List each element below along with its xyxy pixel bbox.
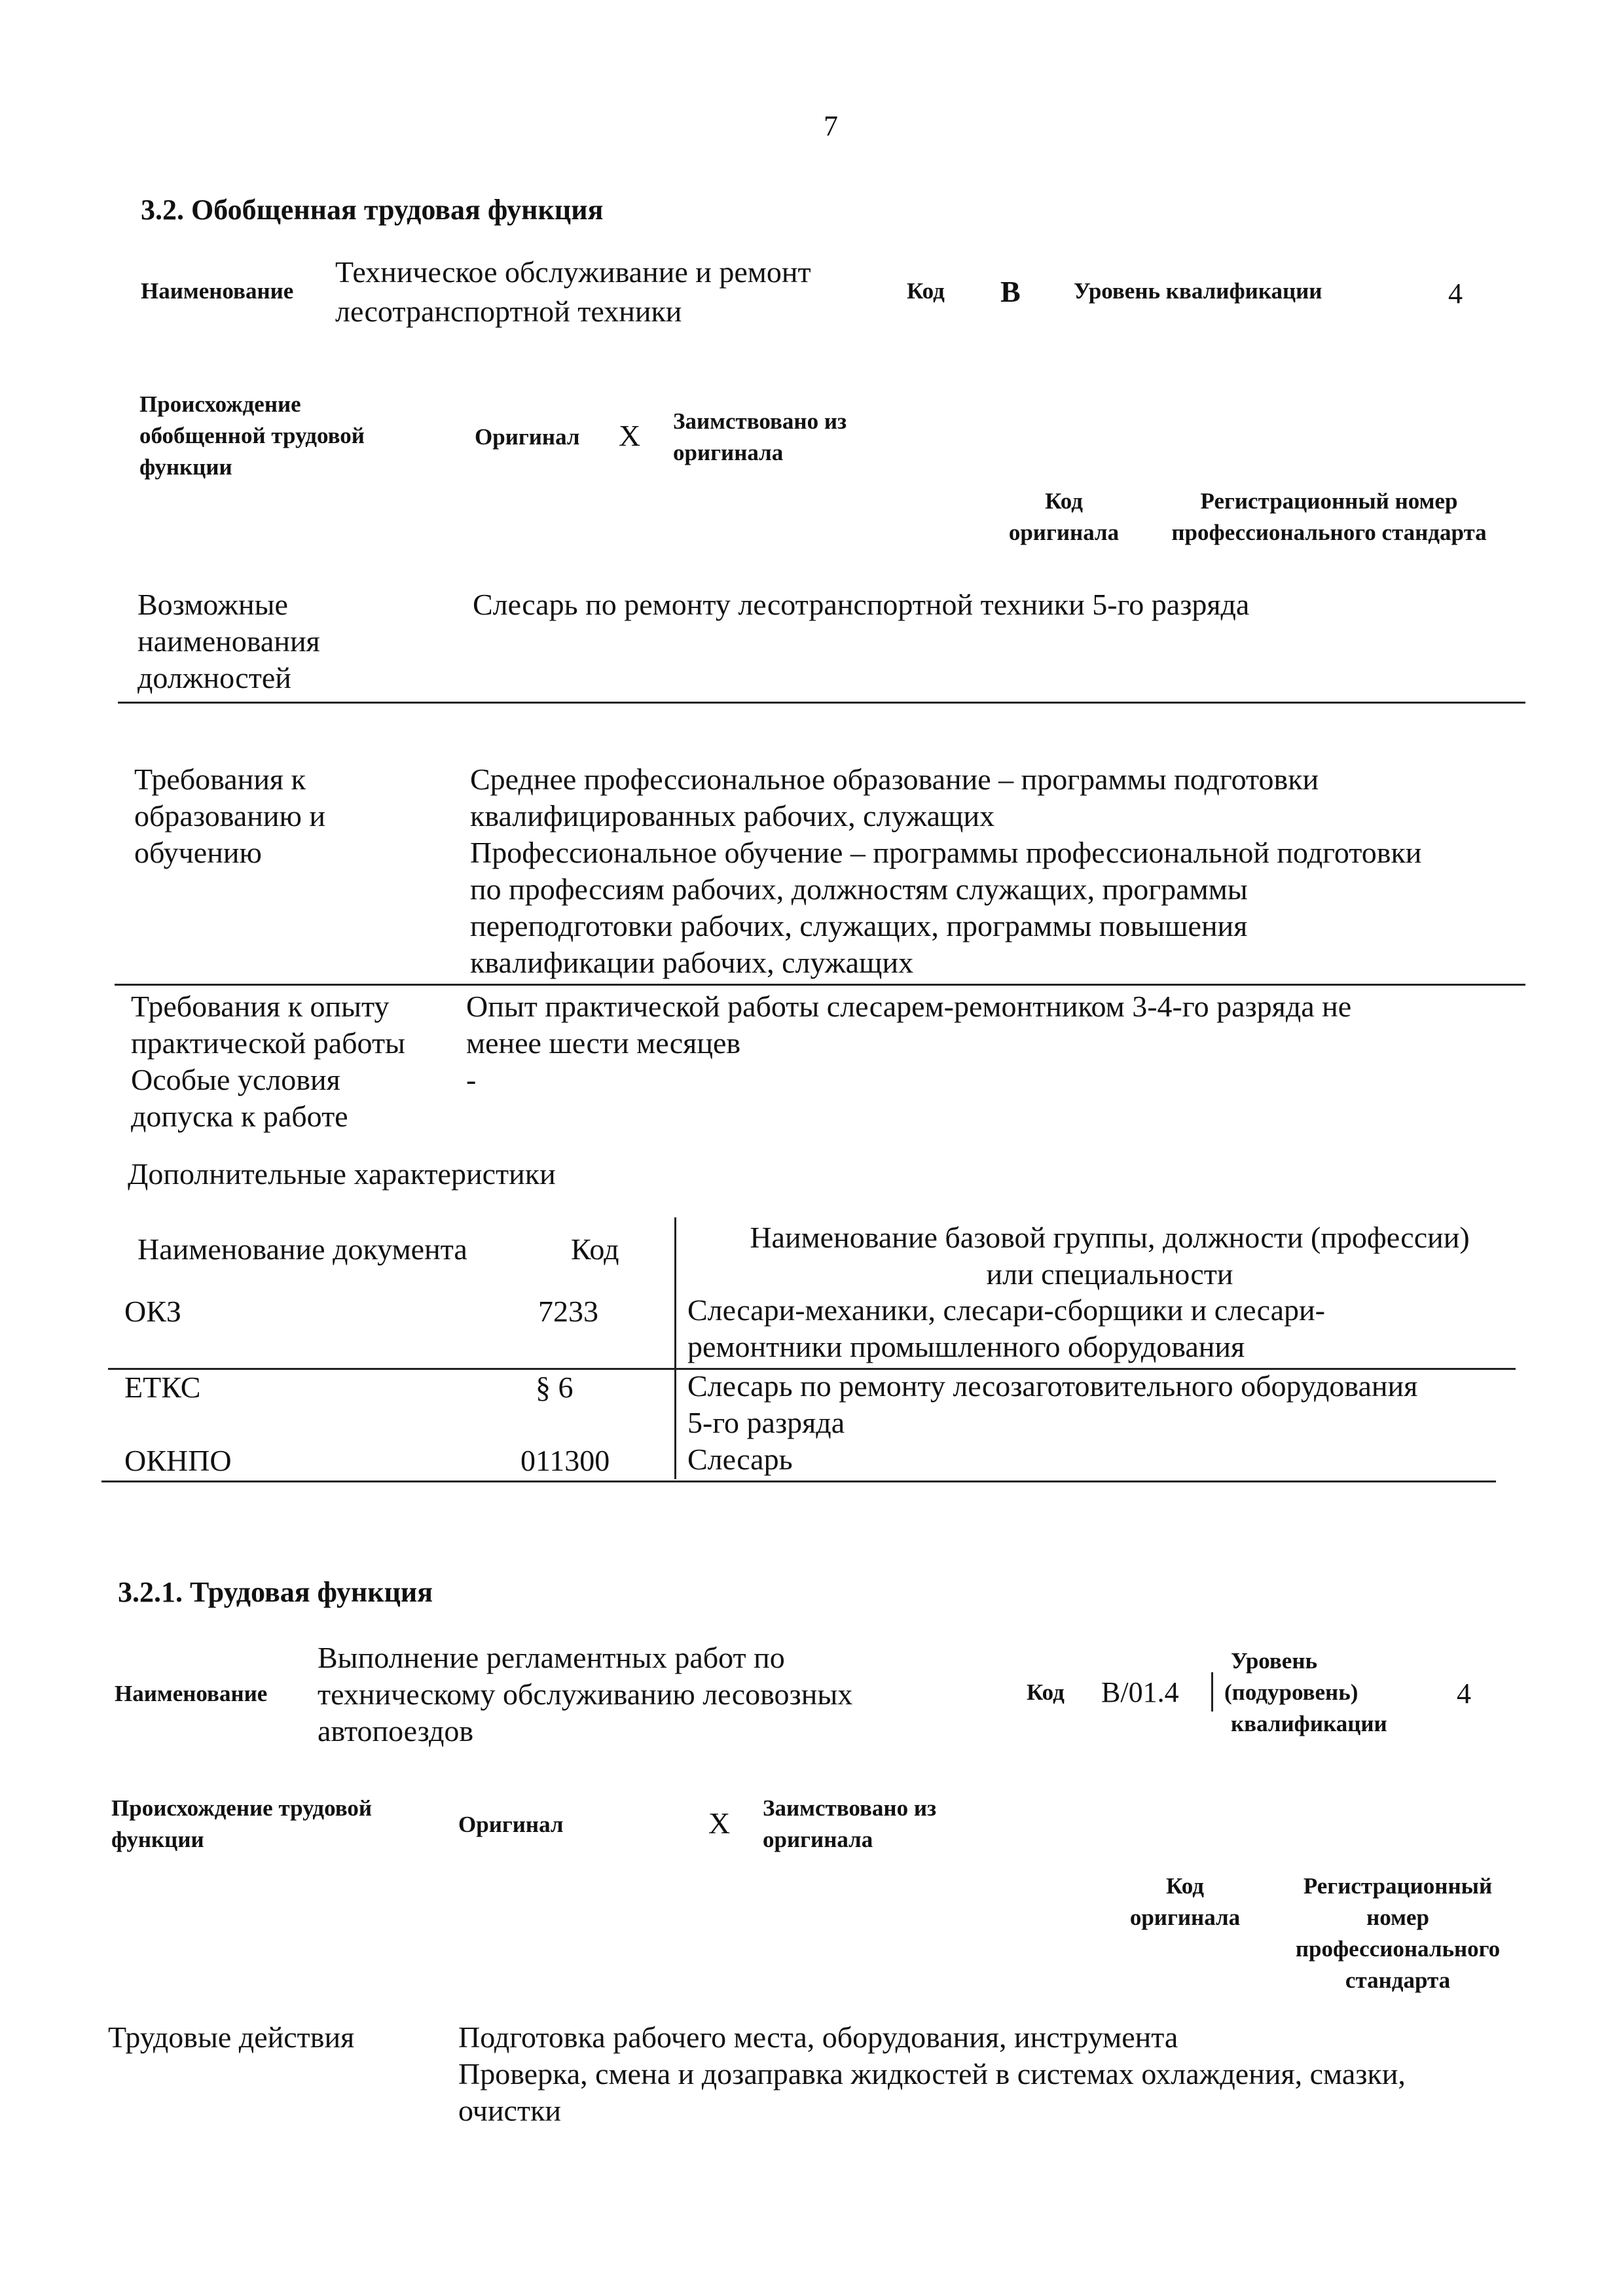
code-label: Код	[907, 278, 945, 304]
name-value-line: техническому обслуживанию лесовозных	[318, 1677, 853, 1711]
table-bottom-border	[101, 1480, 1496, 1482]
conditions-value: -	[466, 1063, 477, 1096]
table-cell-group-line: 5-го разряда	[687, 1406, 845, 1439]
code-label: Код	[1027, 1679, 1065, 1705]
labor-actions-label: Трудовые действия	[108, 2020, 355, 2054]
table-header-group-line: Наименование базовой группы, должности (профессии)	[750, 1221, 1470, 1254]
experience-label-line: Требования к опыту	[131, 990, 390, 1023]
reg-number-label-line: Регистрационный номер	[1200, 488, 1458, 514]
experience-value-line: менее шести месяцев	[466, 1026, 741, 1060]
level-label-line: (подуровень)	[1224, 1679, 1359, 1705]
divider	[118, 702, 1525, 704]
origin-code-label-line: оригинала	[1008, 520, 1120, 545]
origin-code-label-line: Код	[1045, 488, 1083, 514]
origin-code-label-line: оригинала	[1129, 1905, 1241, 1930]
table-cell-group-line: Слесари-механики, слесари-сборщики и слесари-	[687, 1293, 1325, 1327]
origin-label-line: обобщенной трудовой	[139, 423, 365, 448]
table-cell-doc: ОКЗ	[124, 1295, 181, 1328]
level-label-line: квалификации	[1231, 1711, 1387, 1736]
origin-label-line: Происхождение	[139, 391, 301, 417]
name-value-line: Выполнение регламентных работ по	[318, 1641, 785, 1674]
education-value-line: по профессиям рабочих, должностям служащих, программы	[470, 872, 1248, 906]
education-value-line: переподготовки рабочих, служащих, программы повышения	[470, 909, 1248, 942]
level-value: 4	[1448, 278, 1463, 310]
code-value: В	[1000, 275, 1021, 308]
education-label-line: Требования к	[134, 762, 306, 796]
reg-number-label-line: Регистрационный	[1303, 1873, 1493, 1899]
positions-label-line: наименования	[137, 624, 320, 658]
education-value-line: Профессиональное обучение – программы профессиональной подготовки	[470, 836, 1422, 869]
table-cell-doc: ОКНПО	[124, 1444, 232, 1477]
original-mark: X	[708, 1806, 731, 1840]
borrowed-label-line: Заимствовано из	[673, 408, 847, 434]
divider	[115, 984, 1525, 986]
additional-title: Дополнительные характеристики	[128, 1157, 556, 1191]
conditions-label-line: Особые условия	[131, 1063, 340, 1096]
name-value-line: автопоездов	[318, 1714, 474, 1748]
table-column-divider	[674, 1217, 676, 1479]
positions-value: Слесарь по ремонту лесотранспортной техники 5-го разряда	[473, 588, 1250, 621]
reg-number-label-line: профессионального стандарта	[1171, 520, 1487, 545]
code-value: B/01.4	[1101, 1676, 1179, 1708]
table-cell-code: 7233	[538, 1295, 598, 1328]
table-cell-code: 011300	[520, 1444, 610, 1477]
education-value-line: квалификации рабочих, служащих	[470, 946, 914, 979]
table-cell-group-line: ремонтники промышленного оборудования	[687, 1330, 1245, 1363]
borrowed-label-line: оригинала	[673, 440, 784, 465]
table-cell-group-line: Слесарь	[687, 1443, 793, 1476]
level-value: 4	[1457, 1677, 1471, 1710]
reg-number-label-line: стандарта	[1345, 1967, 1451, 1993]
table-cell-doc: ЕТКС	[124, 1371, 201, 1404]
page-number: 7	[824, 110, 838, 142]
table-header-code: Код	[571, 1232, 619, 1266]
table-header-doc: Наименование документа	[137, 1232, 467, 1266]
experience-label-line: практической работы	[131, 1026, 405, 1060]
experience-value-line: Опыт практической работы слесарем-ремонтником 3-4-го разряда не	[466, 990, 1352, 1023]
name-label: Наименование	[115, 1681, 268, 1706]
borrowed-label-line: Заимствовано из	[763, 1795, 937, 1821]
labor-action-line: Проверка, смена и дозаправка жидкостей в системах охлаждения, смазки,	[458, 2057, 1406, 2090]
origin-code-label-line: Код	[1166, 1873, 1204, 1899]
labor-action-line: очистки	[458, 2094, 562, 2127]
name-value-line: Техническое обслуживание и ремонт	[335, 255, 811, 289]
education-value-line: квалифицированных рабочих, служащих	[470, 799, 995, 833]
table-header-group-line: или специальности	[986, 1257, 1233, 1291]
positions-label-line: должностей	[137, 661, 291, 694]
name-value-line: лесотранспортной техники	[335, 295, 682, 328]
original-label: Оригинал	[475, 424, 580, 450]
name-label: Наименование	[141, 278, 294, 304]
cell-divider	[1211, 1672, 1213, 1712]
table-cell-code: § 6	[536, 1371, 574, 1404]
table-cell-group-line: Слесарь по ремонту лесозаготовительного оборудования	[687, 1369, 1418, 1403]
origin-label-line: функции	[111, 1827, 204, 1852]
education-label-line: образованию и	[134, 799, 325, 833]
original-label: Оригинал	[458, 1812, 564, 1837]
level-label-line: Уровень	[1231, 1648, 1318, 1674]
origin-label-line: Происхождение трудовой	[111, 1795, 373, 1821]
reg-number-label-line: профессионального	[1295, 1936, 1501, 1962]
education-label-line: обучению	[134, 836, 262, 869]
conditions-label-line: допуска к работе	[131, 1100, 348, 1133]
borrowed-label-line: оригинала	[763, 1827, 873, 1852]
labor-action-line: Подготовка рабочего места, оборудования, инструмента	[458, 2020, 1178, 2054]
origin-label-line: функции	[139, 454, 232, 480]
positions-label-line: Возможные	[137, 588, 288, 621]
education-value-line: Среднее профессиональное образование – программы подготовки	[470, 762, 1319, 796]
original-mark: X	[619, 419, 641, 452]
section-title: 3.2. Обобщенная трудовая функция	[141, 194, 604, 226]
subsection-title: 3.2.1. Трудовая функция	[118, 1576, 433, 1608]
reg-number-label-line: номер	[1366, 1905, 1429, 1930]
level-label: Уровень квалификации	[1074, 278, 1322, 304]
